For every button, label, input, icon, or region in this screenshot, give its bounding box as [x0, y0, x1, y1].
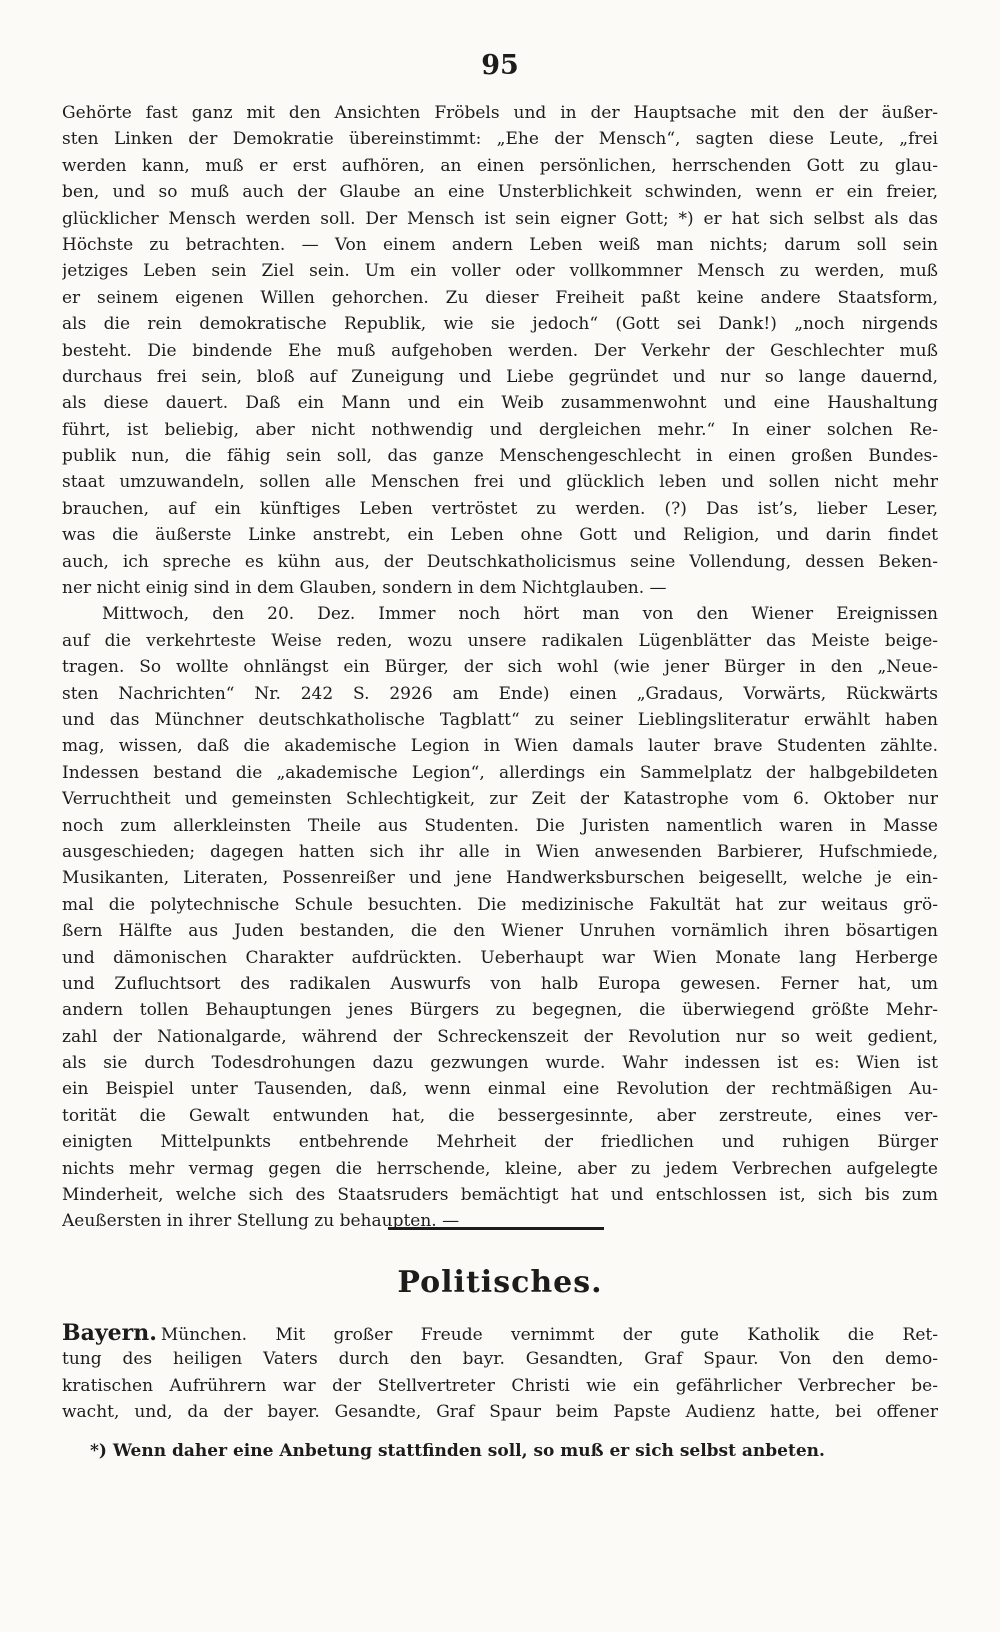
- text-line: noch zum allerkleinsten Theile aus Studenten. Die Juristen namentlich waren in Masse: [62, 815, 938, 836]
- text-line: nichts mehr vermag gegen die herrschende, kleine, aber zu jedem Verbrechen aufgelegte: [62, 1158, 938, 1179]
- text-line: werden kann, muß er erst aufhören, an einen persönlichen, herrschenden Gott zu glau-: [62, 155, 938, 176]
- section-first-line: [62, 1320, 938, 1346]
- text-line: Verruchtheit und gemeinsten Schlechtigkeit, zur Zeit der Katastrophe vom 6. Oktober nur: [62, 789, 938, 810]
- text-line: andern tollen Behauptungen jenes Bürgers zu begegnen, die überwiegend größte Mehr-: [62, 1000, 938, 1021]
- text-line: zahl der Nationalgarde, während der Schreckenszeit der Revolution nur so weit gedient,: [62, 1026, 938, 1047]
- text-line: Musikanten, Literaten, Possenreißer und jene Handwerksburschen beigesellt, welche je ein-: [62, 868, 938, 889]
- page-number: 95: [481, 50, 519, 81]
- text-line: einigten Mittelpunkts entbehrende Mehrheit der friedlichen und ruhigen Bürger: [62, 1132, 938, 1153]
- text-line: ben, und so muß auch der Glaube an eine Unsterblichkeit schwinden, wenn er ein freier,: [62, 182, 938, 203]
- text-line: Höchste zu betrachten. — Von einem andern Leben weiß man nichts; darum soll sein: [62, 234, 938, 255]
- text-line: torität die Gewalt entwunden hat, die bessergesinnte, aber zerstreute, eines ver-: [62, 1105, 938, 1126]
- text-line: als diese dauert. Daß ein Mann und ein Weib zusammenwohnt und eine Haushaltung: [62, 393, 938, 414]
- text-line: durchaus frei sein, bloß auf Zuneigung und Liebe gegründet und nur so lange dauernd,: [62, 366, 938, 387]
- section-line: tung des heiligen Vaters durch den bayr. Gesandten, Graf Spaur. Von den demo-: [62, 1349, 938, 1370]
- text-line: mag, wissen, daß die akademische Legion in Wien damals lauter brave Studenten zählte.: [62, 736, 938, 757]
- text-line: Indessen bestand die „akademische Legion“, allerdings ein Sammelplatz der halbgebildeten: [62, 762, 938, 783]
- text-line: ein Beispiel unter Tausenden, daß, wenn einmal eine Revolution der rechtmäßigen Au-: [62, 1079, 938, 1100]
- section-divider: [388, 1227, 604, 1230]
- text-line: führt, ist beliebig, aber nicht nothwendig und dergleichen mehr.“ In einer solchen Re-: [62, 419, 938, 440]
- text-line: Gehörte fast ganz mit den Ansichten Fröbels und in der Hauptsache mit den der äußer-: [62, 103, 938, 123]
- text-line: und dämonischen Charakter aufdrückten. Ueberhaupt war Wien Monate lang Herberge: [62, 947, 938, 968]
- text-line: was die äußerste Linke anstrebt, ein Leben ohne Gott und Religion, und darin findet: [62, 525, 938, 546]
- text-line: staat umzuwandeln, sollen alle Menschen frei und glücklich leben und sollen nicht mehr: [62, 472, 938, 493]
- text-line: sten Linken der Demokratie übereinstimmt: „Ehe der Mensch“, sagten diese Leute, „frei: [62, 129, 938, 150]
- text-line: glücklicher Mensch werden soll. Der Mensch ist sein eigner Gott; *) er hat sich selbst als das: [62, 208, 938, 229]
- section-heading: Politisches.: [397, 1265, 603, 1300]
- section-text: [62, 1320, 938, 1426]
- text-line: besteht. Die bindende Ehe muß aufgehoben werden. Der Verkehr der Geschlechter muß: [62, 340, 938, 361]
- section-lead-in: Bayern.: [62, 1320, 157, 1346]
- text-line: mal die polytechnische Schule besuchten. Die medizinische Fakultät hat zur weitaus grö-: [62, 894, 938, 915]
- text-line: und Zufluchtsort des radikalen Auswurfs von halb Europa gewesen. Ferner hat, um: [62, 973, 938, 994]
- footnote: *) Wenn daher eine Anbetung stattfinden soll, so muß er sich selbst anbeten.: [90, 1441, 825, 1461]
- text-line: auf die verkehrteste Weise reden, wozu unsere radikalen Lügenblätter das Meiste beige-: [62, 630, 938, 651]
- text-line: publik nun, die fähig sein soll, das ganze Menschengeschlecht in einen großen Bundes-: [62, 446, 938, 467]
- main-text: [62, 100, 938, 1235]
- section-first-line-text: München. Mit großer Freude vernimmt der gute Katholik die Ret-: [160, 1325, 938, 1345]
- text-line: Minderheit, welche sich des Staatsruders bemächtigt hat und entschlossen ist, sich bis zum: [62, 1185, 938, 1206]
- section-line: wacht, und, da der bayer. Gesandte, Graf Spaur beim Papste Audienz hatte, bei offener: [62, 1402, 938, 1423]
- text-line: tragen. So wollte ohnlängst ein Bürger, der sich wohl (wie jener Bürger in den „Neue-: [62, 657, 938, 678]
- text-line: er seinem eigenen Willen gehorchen. Zu dieser Freiheit paßt keine andere Staatsform,: [62, 287, 938, 308]
- text-line: Aeußersten in ihrer Stellung zu behaupten. —: [62, 1211, 460, 1232]
- text-line: und das Münchner deutschkatholische Tagblatt“ zu seiner Lieblingsliteratur erwählt haben: [62, 709, 938, 730]
- text-line: als sie durch Todesdrohungen dazu gezwungen wurde. Wahr indessen ist es: Wien ist: [62, 1053, 938, 1074]
- text-line: brauchen, auf ein künftiges Leben vertröstet zu werden. (?) Das ist’s, lieber Leser,: [62, 498, 938, 519]
- text-line: Mittwoch, den 20. Dez. Immer noch hört man von den Wiener Ereignissen: [102, 604, 938, 625]
- text-line: ausgeschieden; dagegen hatten sich ihr alle in Wien anwesenden Barbierer, Hufschmiede,: [62, 841, 938, 862]
- text-line: auch, ich spreche es kühn aus, der Deutschkatholicismus seine Vollendung, dessen Beken-: [62, 551, 938, 572]
- text-line: sten Nachrichten“ Nr. 242 S. 2926 am Ende) einen „Gradaus, Vorwärts, Rückwärts: [62, 683, 938, 704]
- text-line: ßern Hälfte aus Juden bestanden, die den Wiener Unruhen vornämlich ihren bösartigen: [62, 921, 938, 942]
- text-line: ner nicht einig sind in dem Glauben, sondern in dem Nichtglauben. —: [62, 578, 667, 599]
- text-line: jetziges Leben sein Ziel sein. Um ein voller oder vollkommner Mensch zu werden, muß: [62, 261, 938, 282]
- section-line: kratischen Aufrührern war der Stellvertreter Christi wie ein gefährlicher Verbrecher be-: [62, 1375, 938, 1396]
- text-line: als die rein demokratische Republik, wie sie jedoch“ (Gott sei Dank!) „noch nirgends: [62, 314, 938, 335]
